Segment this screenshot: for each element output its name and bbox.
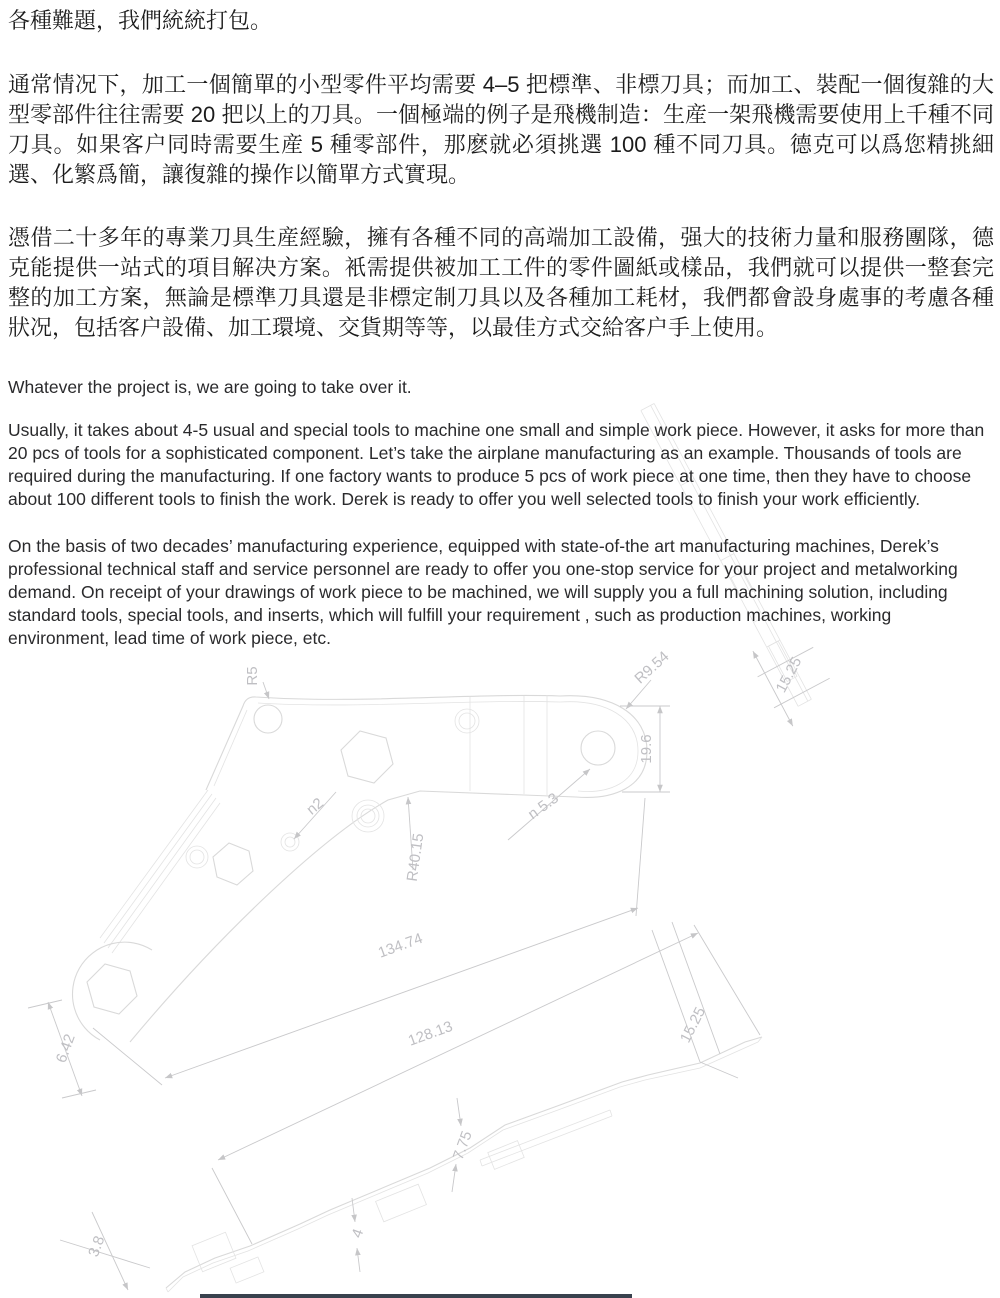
dimension-label: 134.74 [375, 929, 425, 962]
dimension-label: n2 [303, 794, 327, 819]
cjk-intro-line: 各種難題，我們統統打包。 [8, 8, 273, 33]
dimension-label: R5 [244, 666, 261, 686]
dimension-label: 15.25 [772, 654, 806, 696]
english-paragraph-1: Usually, it takes about 4-5 usual and special tools to machine one small and simple work piece. However, it asks for more than 20 pcs of tools for a sophisticated component. Let’s take the airplane manufacturing as an example. Thousands of tools are required during the manufacturing. If one factory wants to produce 5 pcs of work piece at one time, then they have to choose about 100 different tools to finish the work. Derek is ready to offer you well selected tools to finish your work efficiently. [8, 420, 985, 509]
cjk-paragraph-1: 通常情况下，加工一個簡單的小型零件平均需要 4–5 把標準、非標刀具；而加工、裝配一個復雜的大型零部件往往需要 20 把以上的刀具。一個極端的例子是飛機制造：生産一架飛機需要使用上千種不同刀具。如果客户同時需要生産 5 種零部件，那麽就必須挑選 100 種不同刀具。德克可以爲您精挑細選、化繁爲簡，讓復雜的操作以簡單方式實現。 [8, 72, 994, 187]
dimension-label: 15.25 [676, 1004, 710, 1046]
dimensions [28, 680, 760, 1290]
dimension-label: 4 [348, 1226, 368, 1241]
dimension-label: 6.42 [52, 1031, 79, 1066]
english-intro-line: Whatever the project is, we are going to take over it. [8, 377, 412, 397]
plan-view [72, 695, 647, 1042]
dimension-label: 7.75 [449, 1128, 476, 1163]
dimension-label: R40.15 [403, 832, 428, 883]
dimension-label: 19.6 [638, 734, 655, 764]
side-view [166, 1037, 762, 1292]
dimension-label: 128.13 [405, 1017, 455, 1050]
english-paragraph-2: On the basis of two decades’ manufacturing experience, equipped with state-of-the art manufacturing machines, Derek’s professional technical staff and service personnel are ready to offer you one-stop service for your project and metalworking demand. On receipt of your drawings of work piece to be machined, we will supply you a full machining solution, including standard tools, special tools, and inserts, which will fulfill your requirement , such as production machines, working environment, lead time of work piece, etc. [8, 536, 958, 648]
text-column [8, 6, 994, 674]
dimension-label: R9.54 [631, 647, 673, 688]
dimension-label: n 5.3 [524, 789, 562, 824]
footer-accent-bar [200, 1294, 632, 1298]
dimension-labels [53, 648, 806, 1259]
dimension-label: 3.8 [85, 1233, 109, 1260]
cjk-paragraph-2: 憑借二十多年的專業刀具生産經驗，擁有各種不同的高端加工設備，强大的技術力量和服務團隊，德克能提供一站式的項目解决方案。衹需提供被加工工件的零件圖紙或樣品，我們就可以提供一整套完整的加工方案，無論是標準刀具還是非標定制刀具以及各種加工耗材，我們都會設身處事的考慮各種狀况，包括客户設備、加工環境、交貨期等等，以最佳方式交給客户手上使用。 [8, 225, 994, 340]
